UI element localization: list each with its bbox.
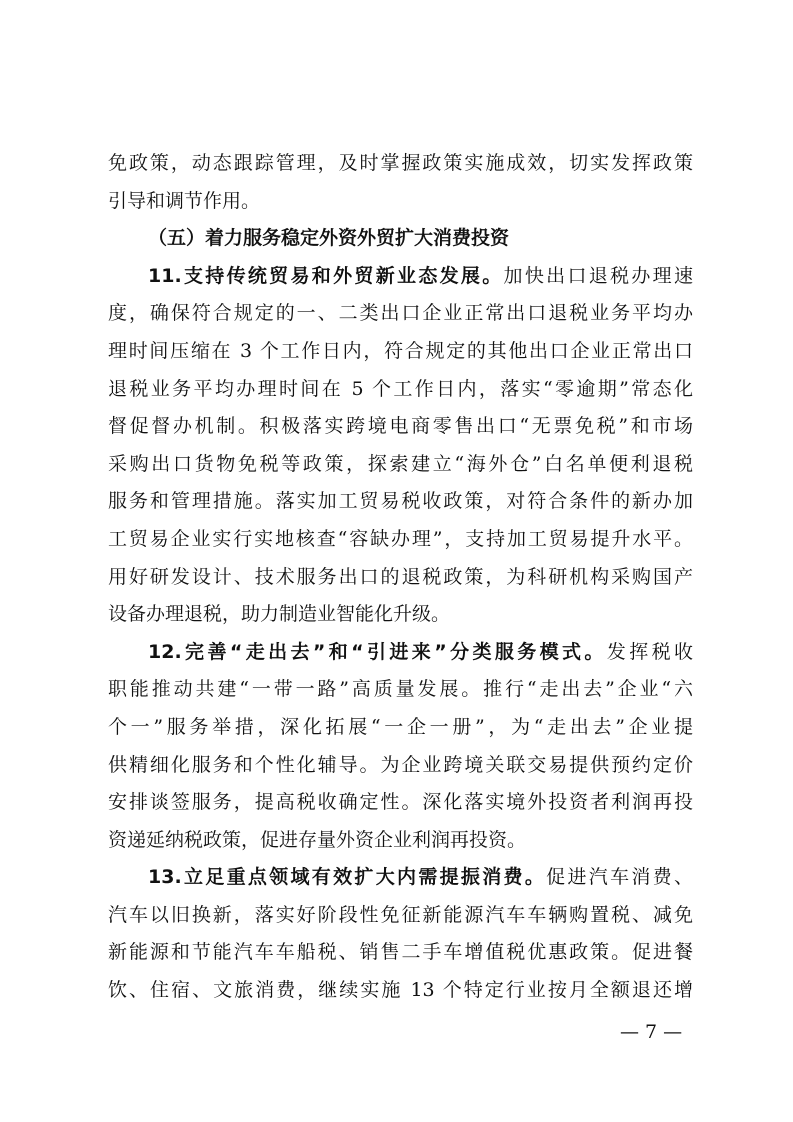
text-run: 促进汽车消费、 xyxy=(546,866,693,889)
text-line: 采购出口货物免税等政策，探索建立“海外仓”白名单便利退税 xyxy=(108,452,693,475)
text-line: 用好研发设计、技术服务出口的退税政策，为科研机构采购国产 xyxy=(108,565,693,588)
text-line: 个一”服务举措，深化拓展“一企一册”，为“走出去”企业提 xyxy=(108,715,693,738)
section-heading: （五）着力服务稳定外资外贸扩大消费投资 xyxy=(148,227,510,250)
text-line: 工贸易企业实行实地核查“容缺办理”，支持加工贸易提升水平。 xyxy=(108,527,693,550)
text-line: 饮、住宿、文旅消费，继续实施 13 个特定行业按月全额退还增 xyxy=(108,979,693,1002)
paragraph-first-line xyxy=(108,258,693,296)
text-line: 退税业务平均办理时间在 5 个工作日内，落实“零逾期”常态化 xyxy=(108,377,693,400)
text-line: 引导和调节作用。 xyxy=(108,189,261,212)
item-title: 13.立足重点领域有效扩大内需提振消费。 xyxy=(148,866,547,889)
body-text xyxy=(108,145,693,1010)
text-run: 加快出口退税办理速 xyxy=(503,264,693,287)
paragraph-first-line xyxy=(108,634,693,672)
text-line: 设备办理退税，助力制造业智能化升级。 xyxy=(108,603,451,626)
item-title: 12.完善“走出去”和“引进来”分类服务模式。 xyxy=(148,640,607,663)
text-line: 服务和管理措施。落实加工贸易税收政策，对符合条件的新办加 xyxy=(108,490,693,513)
text-line: 资递延纳税政策，促进存量外资企业利润再投资。 xyxy=(108,828,527,851)
page-number: — 7 — xyxy=(620,1021,683,1043)
text-line: 新能源和节能汽车车船税、销售二手车增值税优惠政策。促进餐 xyxy=(108,941,693,964)
text-line: 供精细化服务和个性化辅导。为企业跨境关联交易提供预约定价 xyxy=(108,753,693,776)
paragraph-first-line xyxy=(108,859,693,897)
text-line: 免政策，动态跟踪管理，及时掌握政策实施成效，切实发挥政策 xyxy=(108,152,693,174)
text-line: 督促督办机制。积极落实跨境电商零售出口“无票免税”和市场 xyxy=(108,415,693,438)
text-line: 安排谈签服务，提高税收确定性。深化落实境外投资者利润再投 xyxy=(108,791,693,814)
text-line: 职能推动共建“一带一路”高质量发展。推行“走出去”企业“六 xyxy=(108,678,693,701)
item-title: 11.支持传统贸易和外贸新业态发展。 xyxy=(148,264,504,287)
text-line: 理时间压缩在 3 个工作日内，符合规定的其他出口企业正常出口 xyxy=(108,339,693,362)
text-line: 汽车以旧换新，落实好阶段性免征新能源汽车车辆购置税、减免 xyxy=(108,903,693,926)
text-run: 发挥税收 xyxy=(606,640,693,663)
text-line: 度，确保符合规定的一、二类出口企业正常出口退税业务平均办 xyxy=(108,302,693,325)
